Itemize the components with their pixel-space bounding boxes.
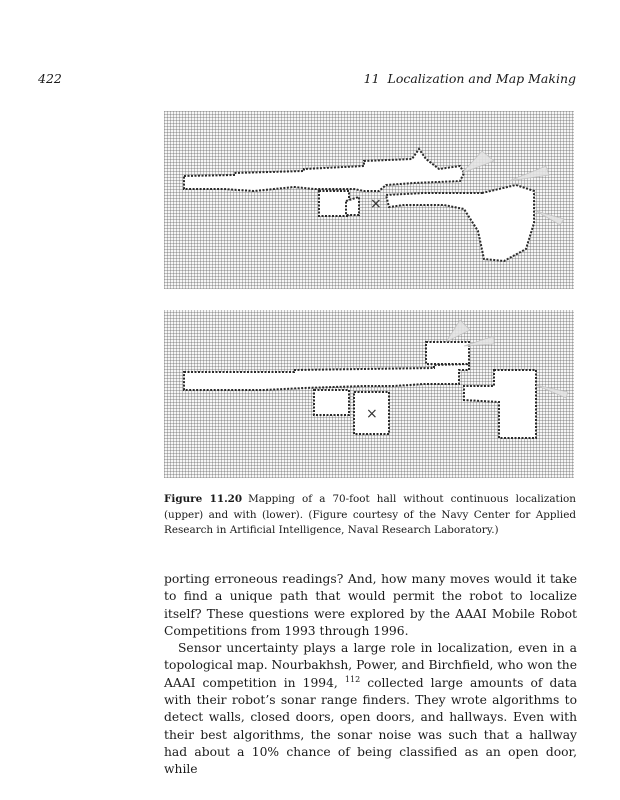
figure-caption — [164, 492, 576, 539]
lower-sonar-fan-1 — [446, 320, 470, 342]
upper-hall-outline — [184, 149, 464, 191]
lower-alcove-1 — [314, 390, 349, 415]
figure-label: Figure 11.20 — [164, 493, 243, 505]
chapter-title: Localization and Map Making — [387, 71, 576, 86]
upper-right-corridor — [386, 185, 534, 261]
upper-sonar-fan-3 — [536, 211, 564, 225]
upper-sonar-fan-1 — [462, 151, 494, 173]
page-number: 422 — [38, 71, 62, 86]
lower-top-room — [426, 342, 469, 364]
map-lower-drawing — [164, 310, 574, 478]
paragraph-2 — [164, 640, 577, 778]
lower-hall-outline — [184, 364, 469, 390]
figure-caption-text: Mapping of a 70-foot hall without continuous localization (upper) and with (lower). (Figure courtesy of the Navy Center for Applied Research in Artificial Intelligence, Naval Research Laboratory.) — [164, 493, 576, 536]
lower-sonar-fan-3 — [536, 385, 568, 398]
running-head — [364, 71, 576, 86]
lower-right-wing — [464, 370, 536, 438]
upper-sonar-fan-2 — [509, 166, 549, 181]
map-upper-panel — [164, 111, 574, 289]
paragraph-1: porting erroneous readings? And, how many moves would it take to find a unique path that would permit the robot to localize itself? These questions were explored by the AAAI Mobile Robot Competitions from 1993 through 1996. — [164, 572, 577, 638]
map-upper-drawing — [164, 111, 574, 289]
citation-ref: 112 — [344, 674, 361, 684]
paragraph-2-start: Sensor uncertainty plays a large role in localization, even in a topological map. Nourbakhsh, Power, and Birchfield, who won the AAAI competition in 1994, — [164, 641, 577, 690]
body-text — [164, 571, 577, 779]
chapter-number: 11 — [363, 71, 380, 86]
upper-robot-marker: × — [370, 196, 382, 212]
lower-robot-marker: × — [366, 406, 378, 422]
upper-alcove — [319, 191, 349, 216]
map-lower-panel — [164, 310, 574, 478]
paragraph-2-end: collected large amounts of data with their robot’s sonar range finders. They wrote algorithms to detect walls, closed doors, open doors, and hallways. Even with their best algorithms, the sonar noise was such that a hallway had about a 10% chance of being classified as an open door, while — [164, 675, 577, 777]
